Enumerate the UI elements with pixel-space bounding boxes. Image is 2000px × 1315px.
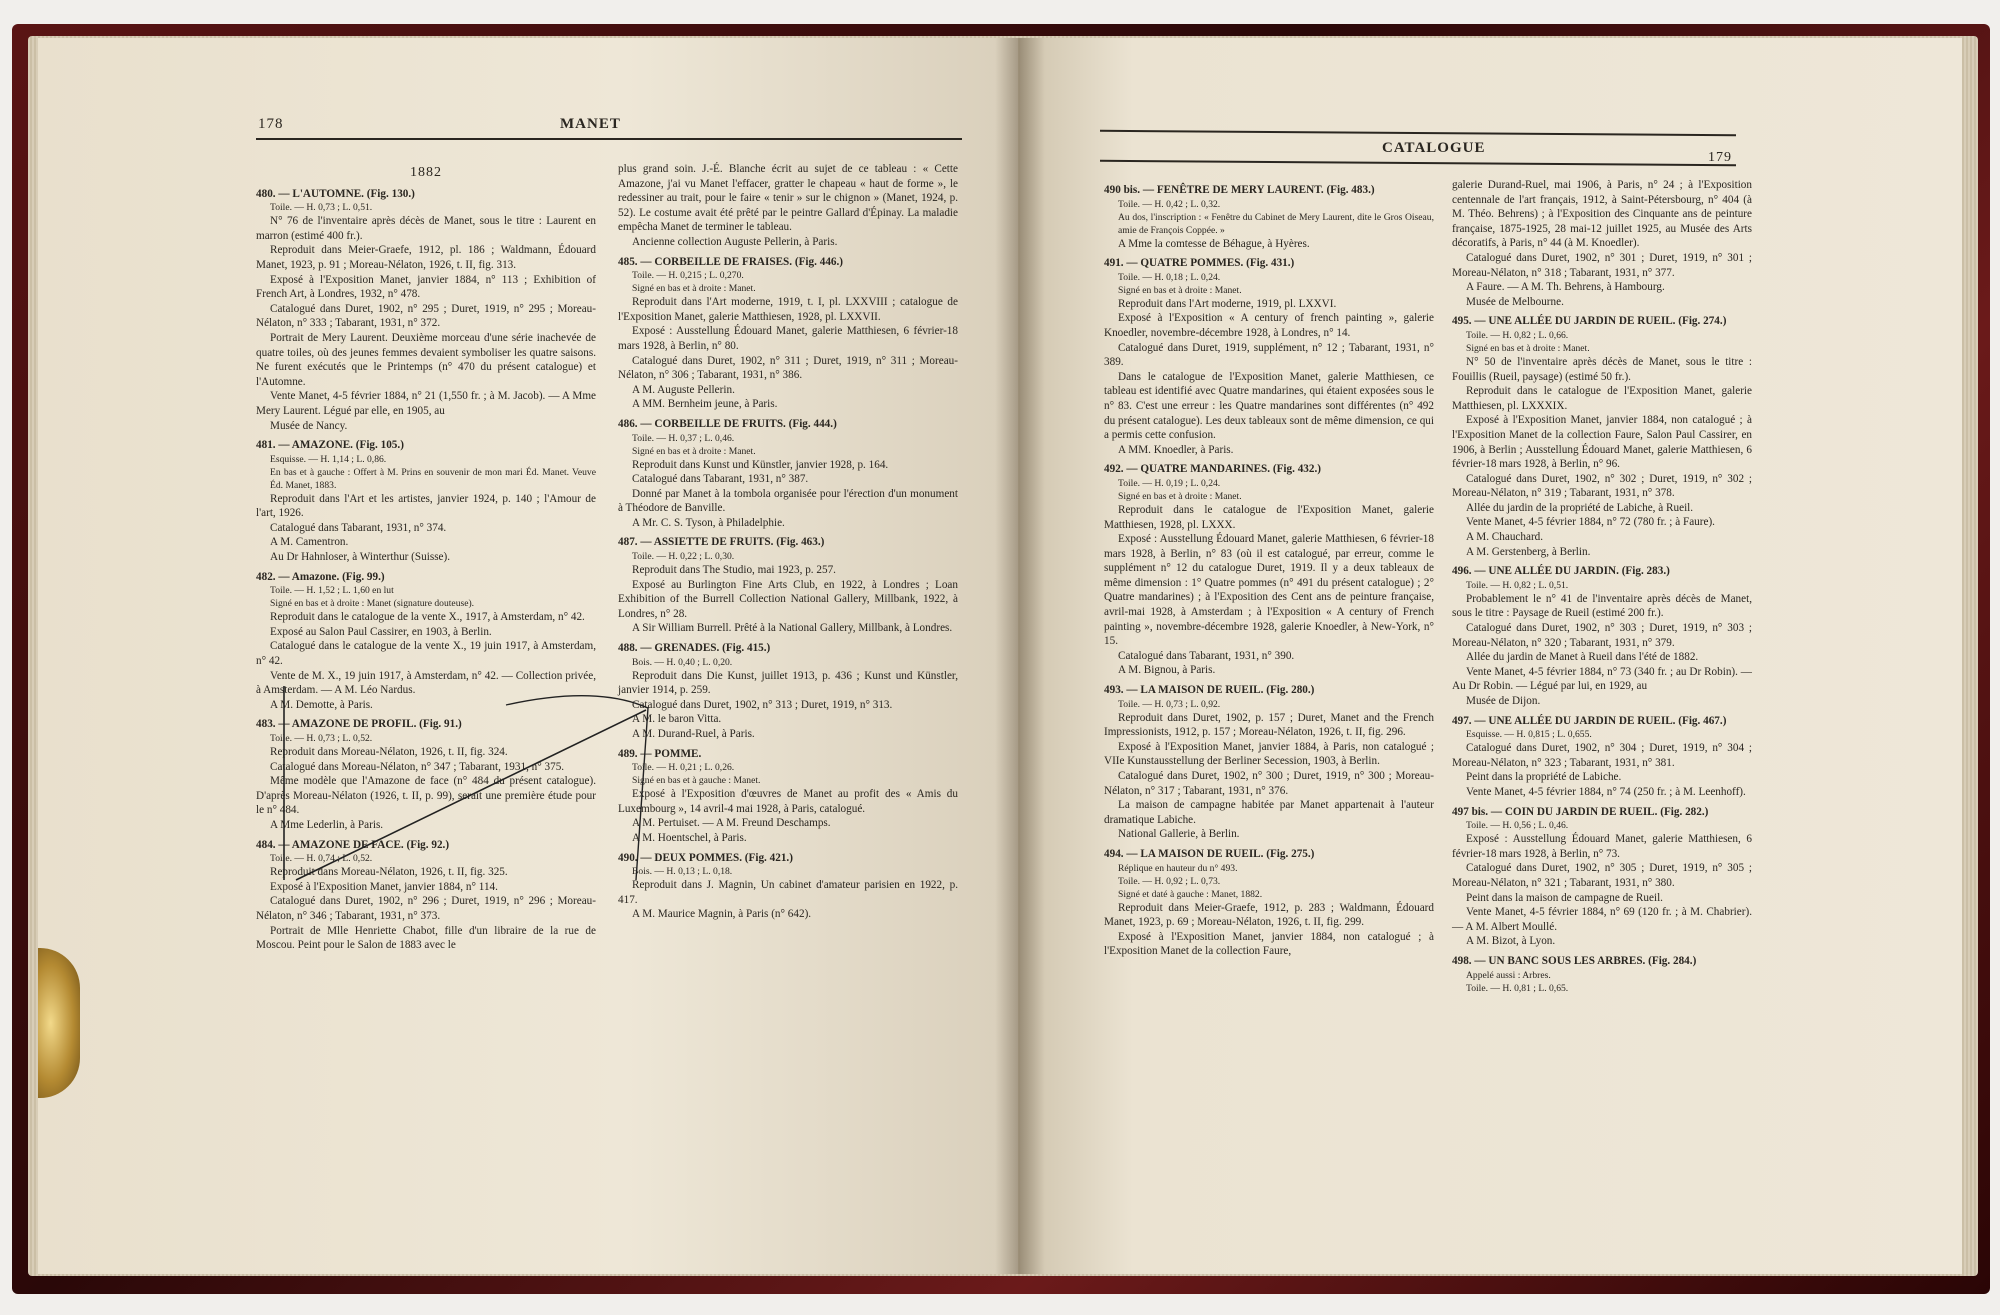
entry-paragraph: Au Dr Hahnloser, à Winterthur (Suisse). [270, 551, 451, 564]
catalogue-entry-heading: 487. — ASSIETTE DE FRUITS. (Fig. 463.) [618, 536, 825, 549]
entry-paragraph: Reproduit dans Meier-Graefe, 1912, p. 283 ; Waldmann, Édouard Manet, 1923, p. 69 ; Moreau-Nélaton, 1926, t. II, fig. 299. [1104, 901, 1434, 929]
entry-detail-line: Signé en bas et à droite : Manet. [1466, 342, 1590, 354]
entry-detail-line: Signé et daté à gauche : Manet, 1882. [1118, 888, 1263, 900]
entry-paragraph: Probablement le n° 41 de l'inventaire après décès de Manet, sous le titre : Paysage de Rueil (estimé 200 fr.). [1452, 592, 1752, 620]
entry-paragraph: A M. Bignou, à Paris. [1118, 664, 1216, 677]
entry-paragraph: Catalogué dans Duret, 1919, supplément, n° 12 ; Tabarant, 1931, n° 389. [1104, 341, 1434, 369]
entry-paragraph: Catalogué dans Duret, 1902, n° 304 ; Duret, 1919, n° 304 ; Moreau-Nélaton, n° 323 ; Tabarant, 1931, n° 381. [1452, 742, 1752, 769]
entry-detail-line: Toile. — H. 0,73 ; L. 0,92. [1118, 698, 1221, 710]
left-header-rule [256, 138, 962, 140]
entry-paragraph: A Mr. C. S. Tyson, à Philadelphie. [632, 516, 785, 529]
entry-paragraph: Exposé au Salon Paul Cassirer, en 1903, à Berlin. [270, 625, 492, 638]
entry-detail-line: Toile. — H. 0,21 ; L. 0,26. [632, 762, 735, 774]
entry-paragraph: Peint dans la maison de campagne de Rueil. [1466, 891, 1663, 904]
entry-paragraph: Reproduit dans le catalogue de l'Exposition Manet, galerie Matthiesen, 1928, pl. LXXX. [1104, 503, 1434, 531]
entry-paragraph: Exposé à l'Exposition Manet, janvier 1884, n° 113 ; Exhibition of French Art, à Londres, 1932, n° 478. [256, 273, 596, 301]
entry-paragraph: Reproduit dans le catalogue de l'Exposition Manet, galerie Matthiesen, pl. LXXXIX. [1452, 385, 1752, 412]
entry-detail-line: Toile. — H. 0,81 ; L. 0,65. [1466, 982, 1569, 994]
entry-paragraph: Catalogué dans Duret, 1902, n° 295 ; Duret, 1919, n° 295 ; Moreau-Nélaton, n° 333 ; Tabarant, 1931, n° 372. [256, 302, 596, 330]
catalogue-entry-heading: 492. — QUATRE MANDARINES. (Fig. 432.) [1104, 463, 1322, 476]
entry-paragraph: A M. Camentron. [270, 536, 349, 549]
entry-paragraph: Musée de Melbourne. [1466, 295, 1564, 308]
catalogue-entry-heading: 485. — CORBEILLE DE FRAISES. (Fig. 446.) [618, 255, 844, 268]
entry-detail-line: Toile. — H. 1,52 ; L. 1,60 en lut [270, 585, 394, 597]
entry-paragraph: N° 50 de l'inventaire après décès de Manet, sous le titre : Fouillis (Rueil, paysage) (estimé 50 fr.). [1452, 355, 1752, 383]
left-page [38, 38, 1018, 1274]
entry-detail-line: Toile. — H. 0,73 ; L. 0,52. [270, 733, 373, 744]
entry-detail-line: Appelé aussi : Arbres. [1466, 969, 1551, 981]
entry-paragraph: Vente Manet, 4-5 février 1884, n° 21 (1,550 fr. ; à M. Jacob). — A Mme Mery Laurent. Légué par elle, en 1905, au [256, 390, 596, 417]
entry-paragraph: A M. Auguste Pellerin. [632, 383, 735, 396]
entry-detail-line: Toile. — H. 0,22 ; L. 0,30. [632, 551, 735, 563]
entry-paragraph: Reproduit dans l'Art moderne, 1919, t. I, pl. LXXVIII ; catalogue de l'Exposition Manet, galerie Matthiesen, 1928, pl. LXXVII. [618, 296, 958, 323]
catalogue-entry-heading: 480. — L'AUTOMNE. (Fig. 130.) [256, 187, 415, 200]
entry-paragraph: A MM. Knoedler, à Paris. [1118, 443, 1234, 456]
entry-paragraph: Peint dans la propriété de Labiche. [1466, 771, 1622, 784]
catalogue-entry-heading: 498. — UN BANC SOUS LES ARBRES. (Fig. 284.) [1452, 954, 1697, 967]
entry-paragraph: A M. Chauchard. [1466, 531, 1544, 544]
entry-paragraph: Catalogué dans Duret, 1902, n° 313 ; Duret, 1919, n° 313. [632, 698, 893, 711]
brass-clasp [38, 948, 80, 1098]
entry-paragraph: A MM. Bernheim jeune, à Paris. [632, 398, 778, 411]
right-column-1 [1104, 178, 1434, 959]
catalogue-entry-heading: 488. — GRENADES. (Fig. 415.) [618, 642, 771, 655]
entry-detail-line: Toile. — H. 0,92 ; L. 0,73. [1118, 875, 1221, 887]
entry-detail-line: Toile. — H. 0,42 ; L. 0,32. [1118, 198, 1221, 210]
entry-paragraph: A M. Gerstenberg, à Berlin. [1466, 545, 1591, 558]
entry-paragraph: A M. Bizot, à Lyon. [1466, 935, 1556, 948]
entry-paragraph: Reproduit dans Meier-Graefe, 1912, pl. 186 ; Waldmann, Édouard Manet, 1923, p. 91 ; Moreau-Nélaton, 1926, t. II, fig. 313. [256, 244, 596, 271]
catalogue-entry-heading: 497. — UNE ALLÉE DU JARDIN DE RUEIL. (Fig. 467.) [1452, 714, 1727, 727]
entry-paragraph: Catalogué dans Moreau-Nélaton, n° 347 ; Tabarant, 1931, n° 375. [270, 760, 565, 773]
entry-detail-line: Réplique en hauteur du n° 493. [1118, 862, 1238, 874]
entry-detail-line: Bois. — H. 0,13 ; L. 0,18. [632, 866, 733, 878]
entry-paragraph: Exposé à l'Exposition Manet, janvier 1884, non catalogué ; à l'Exposition Manet de la collection Faure, [1104, 930, 1434, 958]
entry-paragraph: Catalogué dans Tabarant, 1931, n° 390. [1118, 649, 1295, 662]
entry-detail-line: Au dos, l'inscription : « Fenêtre du Cabinet de Mery Laurent, dite le Gros Oiseau, amie de François Coppée. » [1118, 211, 1434, 236]
entry-paragraph: Reproduit dans Moreau-Nélaton, 1926, t. II, fig. 324. [270, 746, 508, 758]
entry-paragraph: A Mme Lederlin, à Paris. [270, 818, 384, 831]
right-page-number: 179 [1708, 150, 1732, 165]
entry-detail-line: Esquisse. — H. 1,14 ; L. 0,86. [270, 453, 387, 465]
entry-detail-line: Signé en bas et à gauche : Manet. [632, 775, 761, 787]
entry-paragraph: Exposé à l'Exposition « A century of french painting », galerie Knoedler, novembre-décembre 1928, à Londres, n° 14. [1104, 312, 1434, 339]
year-heading: 1882 [410, 165, 442, 180]
entry-paragraph: A M. Durand-Ruel, à Paris. [632, 728, 755, 740]
entry-paragraph: Dans le catalogue de l'Exposition Manet, galerie Matthiesen, ce tableau est identifié avec Quatre mandarines, qui étaient exposées sous le n° 83. C'est une erreur : les Quatre mandarines sont différentes (n° 492 du présent catalogue). Les deux tableaux sont de même dimension, ce qui a permis cette confusion. [1104, 370, 1434, 442]
entry-detail-line: Toile. — H. 0,18 ; L. 0,24. [1118, 271, 1221, 283]
entry-paragraph: Exposé à l'Exposition d'œuvres de Manet au profit des « Amis du Luxembourg », 14 avril-4 mai 1928, à Paris, catalogué. [618, 788, 958, 815]
entry-paragraph: N° 76 de l'inventaire après décès de Manet, sous le titre : Laurent en marron (estimé 400 fr.). [256, 215, 596, 242]
entry-detail-line: Signé en bas et à droite : Manet (signature douteuse). [270, 598, 475, 610]
entry-detail-line: Toile. — H. 0,82 ; L. 0,66. [1466, 329, 1569, 341]
left-column-1 [256, 166, 596, 953]
right-header-rule-bottom [1100, 160, 1736, 166]
catalogue-entry-heading: 490 bis. — FENÊTRE DE MERY LAURENT. (Fig. 483.) [1104, 184, 1375, 196]
right-page [1020, 38, 1962, 1274]
entry-detail-line: Signé en bas et à droite : Manet. [1118, 284, 1242, 296]
entry-detail-line: Toile. — H. 0,82 ; L. 0,51. [1466, 579, 1569, 591]
entry-paragraph: Vente Manet, 4-5 février 1884, n° 74 (250 fr. ; à M. Leenhoff). [1466, 785, 1746, 798]
catalogue-entry-heading: 484. — AMAZONE DE FACE. (Fig. 92.) [256, 838, 450, 851]
entry-paragraph: Reproduit dans Die Kunst, juillet 1913, p. 436 ; Kunst und Künstler, janvier 1914, p. 259. [618, 669, 958, 697]
entry-paragraph: A M. le baron Vitta. [632, 713, 722, 726]
catalogue-entry-heading: 481. — AMAZONE. (Fig. 105.) [256, 439, 404, 452]
catalogue-entry-heading: 489. — POMME. [618, 747, 702, 760]
entry-paragraph: Catalogué dans Duret, 1902, n° 311 ; Duret, 1919, n° 311 ; Moreau-Nélaton, n° 306 ; Tabarant, 1931, n° 386. [618, 354, 958, 382]
entry-paragraph: Catalogué dans Duret, 1902, n° 305 ; Duret, 1919, n° 305 ; Moreau-Nélaton, n° 321 ; Tabarant, 1931, n° 380. [1452, 862, 1752, 889]
entry-paragraph: Exposé : Ausstellung Édouard Manet, galerie Matthiesen, 6 février-18 mars 1928, à Berlin, n° 83 (où il est catalogué, par erreur, comme le supplément n° 12 du catalogue Duret, 1919. Il y a deux tableaux de même dimension : 1° Quatre pommes (n° 491 du présent catalogue) ; 2° Quatre mandarines) ; à l'Exposition des Cent ans de peinture française, avril-mai 1928, à Amsterdam ; à l'Exposition « A century of French painting », novembre-décembre 1928, galerie Knoedler, à New-York, n° 15. [1104, 533, 1434, 648]
entry-paragraph: Vente de M. X., 19 juin 1917, à Amsterdam, n° 42. — Collection privée, à Amsterdam. — A M. Léo Nardus. [256, 669, 596, 697]
entry-paragraph: Donné par Manet à la tombola organisée pour l'érection d'un monument à Théodore de Banville. [618, 487, 958, 515]
entry-paragraph: Reproduit dans The Studio, mai 1923, p. 257. [632, 564, 836, 577]
entry-paragraph: Catalogué dans Duret, 1902, n° 301 ; Duret, 1919, n° 301 ; Moreau-Nélaton, n° 318 ; Tabarant, 1931, n° 377. [1452, 251, 1752, 279]
entry-paragraph: Vente Manet, 4-5 février 1884, n° 72 (780 fr. ; à Faure). [1466, 516, 1715, 529]
entry-paragraph: A M. Demotte, à Paris. [270, 698, 373, 711]
entry-detail-line: Toile. — H. 0,56 ; L. 0,46. [1466, 820, 1569, 832]
entry-paragraph: National Gallerie, à Berlin. [1118, 828, 1240, 841]
entry-paragraph: Vente Manet, 4-5 février 1884, n° 69 (120 fr. ; à M. Chabrier). — A M. Albert Moullé. [1452, 906, 1752, 933]
entry-paragraph: Catalogué dans Duret, 1902, n° 296 ; Duret, 1919, n° 296 ; Moreau-Nélaton, n° 346 ; Tabarant, 1931, n° 373. [256, 895, 596, 922]
entry-paragraph: Catalogué dans Duret, 1902, n° 302 ; Duret, 1919, n° 302 ; Moreau-Nélaton, n° 319 ; Tabarant, 1931, n° 378. [1452, 472, 1752, 500]
right-running-title: CATALOGUE [1382, 140, 1486, 156]
entry-paragraph: Musée de Dijon. [1466, 695, 1541, 707]
catalogue-entry-heading: 497 bis. — COIN DU JARDIN DE RUEIL. (Fig. 282.) [1452, 805, 1709, 818]
entry-detail-line: Esquisse. — H. 0,815 ; L. 0,655. [1466, 729, 1592, 741]
catalogue-entry-heading: 486. — CORBEILLE DE FRUITS. (Fig. 444.) [618, 417, 837, 430]
entry-paragraph: galerie Durand-Ruel, mai 1906, à Paris, n° 24 ; à l'Exposition centennale de l'art français, 1912, à Saint-Pétersbourg, n° 404 (à M. Théo. Behrens) ; à l'Exposition des Cinquante ans de peinture française, 1875-1925, 28 mai-12 juillet 1925, au Musée des Arts décoratifs, à Paris, n° 44 (à M. Knoedler). [1452, 179, 1752, 250]
entry-detail-line: Toile. — H. 0,37 ; L. 0,46. [632, 432, 735, 444]
entry-paragraph: Exposé : Ausstellung Édouard Manet, galerie Matthiesen, 6 février-18 mars 1928, à Berlin, n° 80. [618, 325, 958, 352]
entry-paragraph: Reproduit dans le catalogue de la vente X., 1917, à Amsterdam, n° 42. [270, 611, 585, 624]
entry-paragraph: La maison de campagne habitée par Manet appartenait à l'auteur dramatique Labiche. [1104, 799, 1434, 826]
entry-paragraph: Catalogué dans Duret, 1902, n° 300 ; Duret, 1919, n° 300 ; Moreau-Nélaton, n° 317 ; Tabarant, 1931, n° 376. [1104, 770, 1434, 797]
entry-paragraph: Allée du jardin de Manet à Rueil dans l'été de 1882. [1466, 651, 1699, 664]
entry-detail-line: Signé en bas et à droite : Manet. [1118, 490, 1242, 502]
entry-detail-line: Toile. — H. 0,73 ; L. 0,51. [270, 202, 373, 214]
entry-detail-line: En bas et à gauche : Offert à M. Prins en souvenir de mon mari Éd. Manet. Veuve Éd. Manet, 1883. [270, 466, 596, 491]
catalogue-entry-heading: 494. — LA MAISON DE RUEIL. (Fig. 275.) [1104, 847, 1315, 860]
right-column-2 [1452, 178, 1752, 995]
entry-paragraph: Exposé à l'Exposition Manet, janvier 1884, non catalogué ; à l'Exposition Manet de la collection Faure, Salon Paul Cassirer, en 1906, à Berlin ; Ausstellung Édouard Manet, galerie Matthiesen, 6 février-18 mars 1928, à Berlin, n° 96. [1452, 414, 1752, 471]
entry-paragraph: A M. Maurice Magnin, à Paris (n° 642). [632, 908, 812, 921]
left-running-title: MANET [560, 116, 621, 132]
entry-paragraph: Reproduit dans Moreau-Nélaton, 1926, t. II, fig. 325. [270, 866, 508, 879]
catalogue-entry-heading: 482. — Amazone. (Fig. 99.) [256, 570, 385, 583]
right-header-rule-top [1100, 130, 1736, 136]
entry-paragraph: Catalogué dans le catalogue de la vente X., 19 juin 1917, à Amsterdam, n° 42. [256, 640, 596, 668]
entry-paragraph: Catalogué dans Duret, 1902, n° 303 ; Duret, 1919, n° 303 ; Moreau-Nélaton, n° 320 ; Tabarant, 1931, n° 379. [1452, 622, 1752, 649]
entry-paragraph: Reproduit dans J. Magnin, Un cabinet d'amateur parisien en 1922, p. 417. [618, 879, 958, 906]
entry-paragraph: Exposé : Ausstellung Édouard Manet, galerie Matthiesen, 6 février-18 mars 1928, à Berlin, n° 73. [1452, 833, 1752, 860]
entry-detail-line: Signé en bas et à droite : Manet. [632, 445, 756, 457]
entry-paragraph: plus grand soin. J.-É. Blanche écrit au sujet de ce tableau : « Cette Amazone, j'ai vu Manet l'effacer, gratter le chapeau « haut de forme », le redessiner au trait, pour le faire « tenir » sur le chignon » (Manet, 1924, p. 52). Le costume avait été prêté par le peintre Gallard d'Épinay. La maladie empêcha Manet de terminer le tableau. [618, 163, 958, 234]
entry-paragraph: Reproduit dans l'Art et les artistes, janvier 1924, p. 140 ; l'Amour de l'art, 1926. [256, 492, 596, 520]
entry-paragraph: Portrait de Mlle Henriette Chabot, fille d'un libraire de la rue de Moscou. Peint pour le Salon de 1883 avec le [256, 924, 596, 952]
entry-paragraph: Allée du jardin de la propriété de Labiche, à Rueil. [1466, 501, 1694, 514]
catalogue-entry-heading: 491. — QUATRE POMMES. (Fig. 431.) [1104, 257, 1295, 270]
catalogue-entry-heading: 483. — AMAZONE DE PROFIL. (Fig. 91.) [256, 718, 462, 731]
entry-detail-line: Toile. — H. 0,74 ; L. 0,52. [270, 853, 373, 865]
entry-detail-line: Bois. — H. 0,40 ; L. 0,20. [632, 656, 733, 668]
entry-paragraph: Reproduit dans Kunst und Künstler, janvier 1928, p. 164. [632, 458, 889, 471]
entry-paragraph: A M. Hoentschel, à Paris. [632, 831, 747, 844]
entry-paragraph: A Mme la comtesse de Béhague, à Hyères. [1118, 237, 1310, 250]
entry-paragraph: Reproduit dans Duret, 1902, p. 157 ; Duret, Manet and the French Impressionists, 1912, p. 157 ; Moreau-Nélaton, 1926, t. II, fig. 296. [1104, 711, 1434, 739]
entry-paragraph: A Sir William Burrell. Prêté à la National Gallery, Millbank, à Londres. [632, 622, 953, 635]
entry-paragraph: Catalogué dans Tabarant, 1931, n° 387. [632, 473, 809, 486]
left-page-number: 178 [258, 116, 284, 132]
catalogue-entry-heading: 493. — LA MAISON DE RUEIL. (Fig. 280.) [1104, 684, 1315, 697]
left-column-2 [618, 162, 958, 922]
entry-detail-line: Toile. — H. 0,215 ; L. 0,270. [632, 270, 744, 282]
catalogue-entry-heading: 495. — UNE ALLÉE DU JARDIN DE RUEIL. (Fig. 274.) [1452, 315, 1727, 328]
entry-paragraph: Exposé à l'Exposition Manet, janvier 1884, à Paris, non catalogué ; VIIe Kunstausstellung der Berliner Secession, 1903, à Berlin. [1104, 740, 1434, 768]
entry-paragraph: Exposé au Burlington Fine Arts Club, en 1922, à Londres ; Loan Exhibition of the Burrell Collection National Gallery, Millbank, 1922, à Londres, n° 28. [618, 578, 958, 620]
entry-paragraph: Exposé à l'Exposition Manet, janvier 1884, n° 114. [270, 880, 498, 893]
entry-paragraph: Même modèle que l'Amazone de face (n° 484 du présent catalogue). D'après Moreau-Nélaton (1926, t. II, p. 99), serait une première étude pour le n° 484. [256, 775, 596, 817]
entry-paragraph: Musée de Nancy. [270, 419, 348, 432]
entry-paragraph: A M. Pertuiset. — A M. Freund Deschamps. [632, 817, 831, 830]
entry-paragraph: A Faure. — A M. Th. Behrens, à Hambourg. [1466, 281, 1665, 294]
catalogue-entry-heading: 490. — DEUX POMMES. (Fig. 421.) [618, 851, 793, 864]
entry-detail-line: Signé en bas et à droite : Manet. [632, 283, 756, 295]
entry-paragraph: Portrait de Mery Laurent. Deuxième morceau d'une série inachevée de quatre toiles, où des jeunes femmes devaient symboliser les quatre saisons. Ne furent exécutés que le Printemps (n° 470 du présent catalogue) et l'Automne. [256, 331, 596, 388]
entry-paragraph: Catalogué dans Tabarant, 1931, n° 374. [270, 521, 447, 534]
book-gutter [995, 38, 1045, 1274]
entry-paragraph: Ancienne collection Auguste Pellerin, à Paris. [632, 235, 838, 248]
entry-paragraph: Vente Manet, 4-5 février 1884, n° 73 (340 fr. ; au Dr Robin). — Au Dr Robin. — Légué par lui, en 1929, au [1452, 665, 1752, 693]
entry-paragraph: Reproduit dans l'Art moderne, 1919, pl. LXXVI. [1118, 297, 1337, 310]
entry-detail-line: Toile. — H. 0,19 ; L. 0,24. [1118, 477, 1221, 489]
catalogue-entry-heading: 496. — UNE ALLÉE DU JARDIN. (Fig. 283.) [1452, 565, 1670, 578]
